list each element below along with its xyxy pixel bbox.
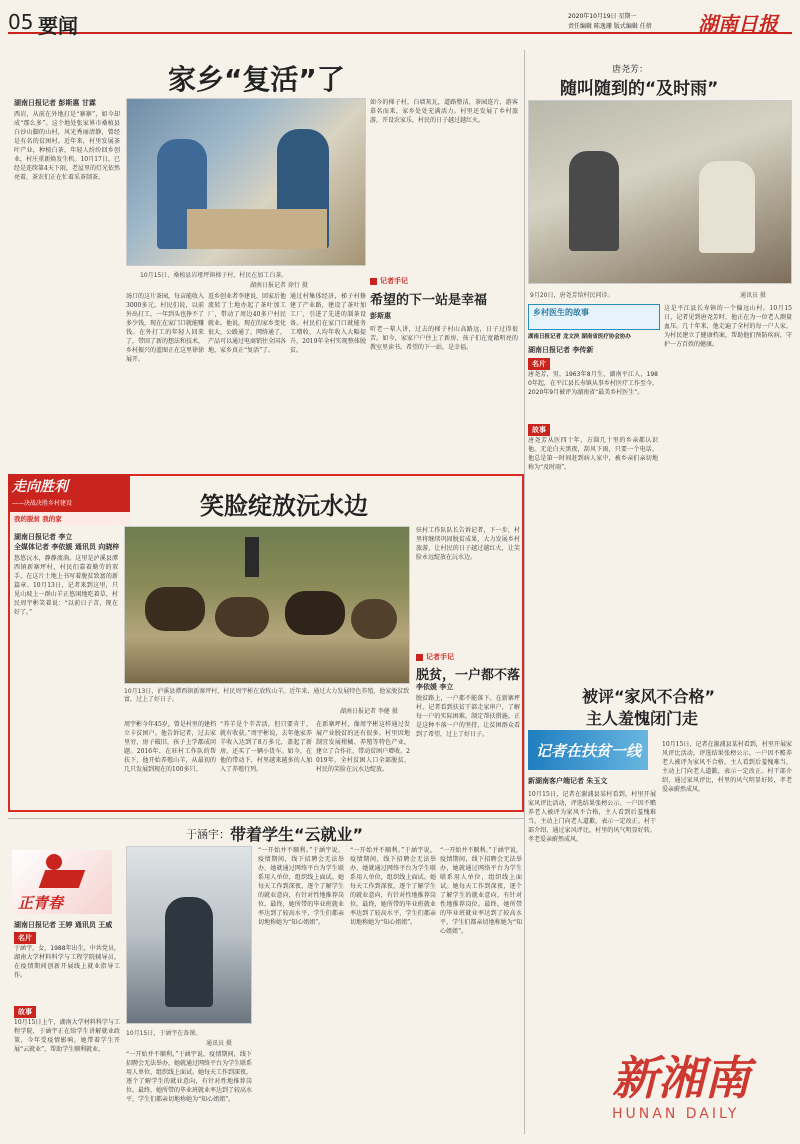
feature-photo-caption: 10月13日，泸溪县潭西镇新寨坪村，村民周宇彬在放牧山羊。近年来，通过大力发展特色养殖，他家脱贫致富，过上了好日子。 — [124, 688, 410, 703]
right-top-text: 这是平江县长寿镇的一个偏远山村。10月15日，记者见到唐尧芳时，他正在为一位老人测量血压。几十年来，他走遍了全村的每一户人家，为村民建立了健康档案，帮助他们预防疾病，守护一方百姓的健康。 — [664, 305, 792, 348]
main-story-byline: 湖南日报记者 彭斯惠 甘霖 — [14, 99, 96, 107]
youth-card-label: 名片 — [14, 932, 36, 944]
youth-story-label: 故事 — [14, 1006, 36, 1018]
main-story-photo-credit: 湖南日报记者 徐行 摄 — [250, 282, 308, 289]
youth-card-text: 于涵宇，女，1988年出生，中共党员，湖南大学材料科学与工程学院辅导员，在疫情期间创新开展线上就业指导工作。 — [14, 945, 120, 979]
right-top-card-label: 名片 — [528, 358, 550, 370]
rural-doctor-tag-caption: 湖南日报记者 龙文泱 湖南省医疗协会协办 — [528, 334, 631, 340]
feature-banner — [8, 474, 130, 512]
right-top-label: 唐尧芳： — [612, 65, 649, 75]
right-top-title: 随叫随到的“及时雨” — [560, 79, 719, 99]
main-story-text-col1: 西岩，从前在外地打是“寨寨”，如今却成“那么多”。这个地处张家界市桑植县白沙山脚的山村，风光秀丽清静，曾经是有名的贫困村。近年来，村里发展茶叶产业，种植白茶，年轻人纷纷回乡创业，村庄重新焕发生机。10月17日，已经是连续第4天下雨，老屋里的灯光依然亮着，茶农们正在忙着采茶制茶。 — [14, 111, 120, 181]
youth-byline: 湖南日报记者 王婷 通讯员 王威 — [14, 921, 113, 929]
masthead — [8, 8, 792, 38]
editors: 责任编辑 陈逸珊 版式编辑 任蓓 — [568, 23, 652, 30]
rural-doctor-tag-title: 乡村医生的故事 — [533, 308, 589, 317]
youth-photo-credit: 通讯员 摄 — [206, 1040, 232, 1047]
upper-column-text: 听老一辈人讲，过去的梯子村山高路远，日子过得很苦。如今，家家户户住上了新房，孩子们在宽敞明亮的教室里读书。希望的下一站，是幸福。 — [370, 326, 518, 351]
right-mid-text-col2: 10月15日，记者在溆浦县某村看到，村里开展家风评比活动，评选结果张榜公示。一户因不赡养老人被评为家风不合格，主人看到后羞愧难当，主动上门向老人道歉，表示一定改正。村干部介绍，通过家风评比，村里的风气明显好转，孝老爱亲蔚然成风。 — [662, 741, 792, 793]
feature-text-col4: 在新寨坪村，像周宇彬这样通过发展产业脱贫的还有很多。村里因地制宜发展柑橘、养殖等特色产业，建立了合作社，带动贫困户增收。2019年，全村贫困人口全部脱贫，村民的笑脸在沅水边绽放。 — [316, 721, 410, 773]
youth-author: 于涵宇： — [186, 828, 230, 841]
youth-text-col-a: “一开始并不顺利。”于涵宇说，疫情期间，线下招聘会无法举办，她就通过网络平台为学生联系用人单位，组织线上面试。她每天工作到深夜，逐个了解学生的就业意向，有针对性地推荐岗位。最终，她所带的毕业班就业率达到了较高水平，学生们都亲切地称她为“知心姐姐”。 — [126, 1051, 252, 1103]
upper-column-title: 希望的下一站是幸福 — [370, 293, 488, 308]
main-story-text-col3: 返乡创业者李建说，回家后他流转了土地办起了茶叶加工厂，带动了周边40多户村民就业。他说，现在的家乡变化很大，公路通了，网络通了，产品可以通过电商销往全国各地，家乡真正“复活”了。 — [208, 293, 286, 354]
upper-column-byline: 彭斯惠 — [370, 312, 391, 320]
upper-column — [370, 276, 518, 472]
right-mid-title-line1: 被评“家风不合格” — [582, 687, 716, 706]
feature-banner-tag: 我的脱贫 我的家 — [10, 512, 130, 525]
feature-sub-byline: 李依媛 李立 — [416, 683, 454, 691]
main-story-photo-caption: 10月15日，桑植县岩垭坪镇梯子村，村民在加工白茶。 — [140, 272, 288, 279]
feature-byline: 湖南日报记者 李立 — [14, 533, 73, 541]
poverty-reporter-banner-text: 记者在扶贫一线 — [536, 742, 642, 760]
right-mid-text: 10月15日，记者在溆浦县某村看到，村里开展家风评比活动，评选结果张榜公示。一户因不赡养老人被评为家风不合格，主人看到后羞愧难当，主动上门向老人道歉，表示一定改正。村干部介绍，通过家风评比，村里的风气明显好转，孝老爱亲蔚然成风。 — [528, 791, 656, 843]
feature-box — [8, 474, 524, 812]
youth-text-col-b: “一开始并不顺利。”于涵宇说，疫情期间，线下招聘会无法举办，她就通过网络平台为学生联系用人单位，组织线上面试。她每天工作到深夜，逐个了解学生的就业意向，有针对性地推荐岗位。最终，她所带的毕业班就业率达到了较高水平，学生们都亲切地称她为“知心姐姐”。 — [258, 847, 344, 926]
watermark-english: HUNAN DAILY — [612, 1106, 740, 1122]
youth-photo — [126, 846, 252, 1024]
feature-photo-credit: 湖南日报记者 李健 摄 — [340, 708, 398, 715]
poverty-reporter-banner — [528, 730, 648, 770]
feature-title: 笑脸绽放沅水边 — [200, 492, 368, 520]
right-top-story-text: 唐尧芳从医四十年，方圆几十里的乡亲都认识他。无论白天黑夜，刮风下雨，只要一个电话，他总是第一时间赶到病人家中，被乡亲们亲切地称为“及时雨”。 — [528, 437, 658, 471]
right-top-story-label: 故事 — [528, 424, 550, 436]
youth-text-col-c: “一开始并不顺利。”于涵宇说，疫情期间，线下招聘会无法举办，她就通过网络平台为学生联系用人单位，组织线上面试。她每天工作到深夜，逐个了解学生的就业意向，有针对性地推荐岗位。最终，她所带的毕业班就业率达到了较高水平，学生们都亲切地称她为“知心姐姐”。 — [350, 847, 436, 926]
feature-text-col2: 周宇彬今年45岁，曾是村里的建档立卡贫困户。他告诉记者，过去家里穷，房子破旧，孩子上学都成问题。2016年，在驻村工作队的帮扶下，他开始养殖山羊，从最初的几只发展到现在的100多只。 — [124, 721, 216, 773]
issue-date: 2020年10月19日 星期一 — [568, 13, 637, 20]
youth-title: 带着学生“云就业” — [230, 825, 364, 844]
right-top-photo — [528, 100, 792, 284]
feature-banner-subtitle: ——决战决胜乡村建设 — [12, 500, 73, 507]
feature-text-col3: “养羊是个辛苦活，但只要肯干，就有收获。”周宇彬说，去年他家养羊收入达到了8万多元，盖起了新房，还买了一辆小货车。如今，在他的带动下，村里越来越多的人加入了养殖行列。 — [220, 721, 312, 773]
right-mid-byline: 新湖南客户端记者 朱玉文 — [528, 777, 608, 785]
youth-story-text: 10月15日上午，湖南大学材料科学与工程学院，于涵宇正在给学生讲解就业政策，今年受疫情影响，她带着学生开展“云就业”，帮助学生顺利就业。 — [14, 1019, 120, 1053]
right-top-photo-caption: 9月20日，唐尧芳给村民问诊。 — [530, 292, 614, 299]
feature-text-col1: 悠悠沅水，静静流淌。这里是泸溪县潭西镇新寨坪村，村民们靠着勤劳的双手，在这片土地上书写着脱贫致富的新篇章。10月13日，记者来到这里，只见山坡上一群山羊正悠闲地吃着草，村民周宇彬笑着说：“以前日子苦，现在好了。” — [14, 555, 118, 616]
right-mid-title-line2: 主人羞愧闭门走 — [586, 709, 699, 728]
feature-byline-secondary: 全媒体记者 李依媛 通讯员 向晓梓 — [14, 543, 120, 551]
main-story-text-col5: 如今的梯子村，白墙灰瓦，道路整洁，茶园连片，游客慕名而来，家乡处处充满活力。村里还发展了乡村旅游，开设农家乐，村民的日子越过越红火。 — [370, 99, 518, 124]
right-top-photo-credit: 通讯员 摄 — [740, 292, 766, 299]
rural-doctor-tag — [528, 304, 660, 330]
youth-text-col-d: “一开始并不顺利。”于涵宇说，疫情期间，线下招聘会无法举办，她就通过网络平台为学生联系用人单位，组织线上面试。她每天工作到深夜，逐个了解学生的就业意向，有针对性地推荐岗位。最终，她所带的毕业班就业率达到了较高水平，学生们都亲切地称她为“知心姐姐”。 — [440, 847, 522, 935]
watermark-chinese: 新湘南 — [612, 1051, 750, 1105]
feature-photo — [124, 526, 410, 684]
main-story-photo — [126, 98, 366, 266]
right-top-card-text: 唐尧芳，男，1963年8月生，湖南平江人，1980年起，在平江县长寿镇从事乡村医疗工作至今，2020年9月被评为湖南省“最美乡村医生”。 — [528, 371, 658, 396]
youth-banner-title: 正青春 — [18, 894, 64, 912]
brand-logo: 湖南日报 — [698, 12, 778, 36]
feature-sub-title: 脱贫，一户都不落 — [416, 668, 521, 683]
youth-banner — [12, 850, 112, 914]
main-story-text-col4: 通过村集体经济，梯子村修建了产业路，建设了茶叶加工厂，引进了先进的制茶设备。村民们在家门口就能务工增收，人均年收入大幅提升，2019年全村实现整体脱贫。 — [290, 293, 366, 354]
right-top-byline: 湖南日报记者 李传新 — [528, 346, 594, 354]
section-title: 要闻 — [38, 14, 78, 38]
feature-banner-title: 走向胜利 — [12, 479, 68, 495]
upper-column-kicker: 记者手记 — [370, 276, 518, 286]
feature-sub-kicker: 记者手记 — [416, 652, 454, 662]
page-number: 05 — [8, 10, 34, 34]
youth-photo-caption: 10月15日，于涵宇在备课。 — [126, 1030, 202, 1037]
feature-text-col5: 驻村工作队队长告诉记者，下一步，村里将继续巩固脱贫成果，大力发展乡村旅游，让村民的日子越过越红火，让笑脸永远绽放在沅水边。 — [416, 527, 520, 561]
feature-sub-text: 脱贫路上，一户都不能落下。在新寨坪村，记者看到扶贫干部走家串户，了解每一户的实际困难，制定帮扶措施。正是这种不落一户的坚持，让贫困群众看到了希望，过上了好日子。 — [416, 695, 520, 738]
watermark — [612, 1050, 792, 1140]
main-story-title: 家乡“复活”了 — [168, 63, 345, 96]
main-story-text-col2: 汤口的这片茶园，每亩能收入3000多元，村民们说，以前外出打工，一年到头也挣不了多少钱，现在在家门口就能赚钱。在外打工的年轻人回来了，带回了新的想法和技术，乡村振兴的蓝图正在这里徐徐展开。 — [126, 293, 204, 363]
